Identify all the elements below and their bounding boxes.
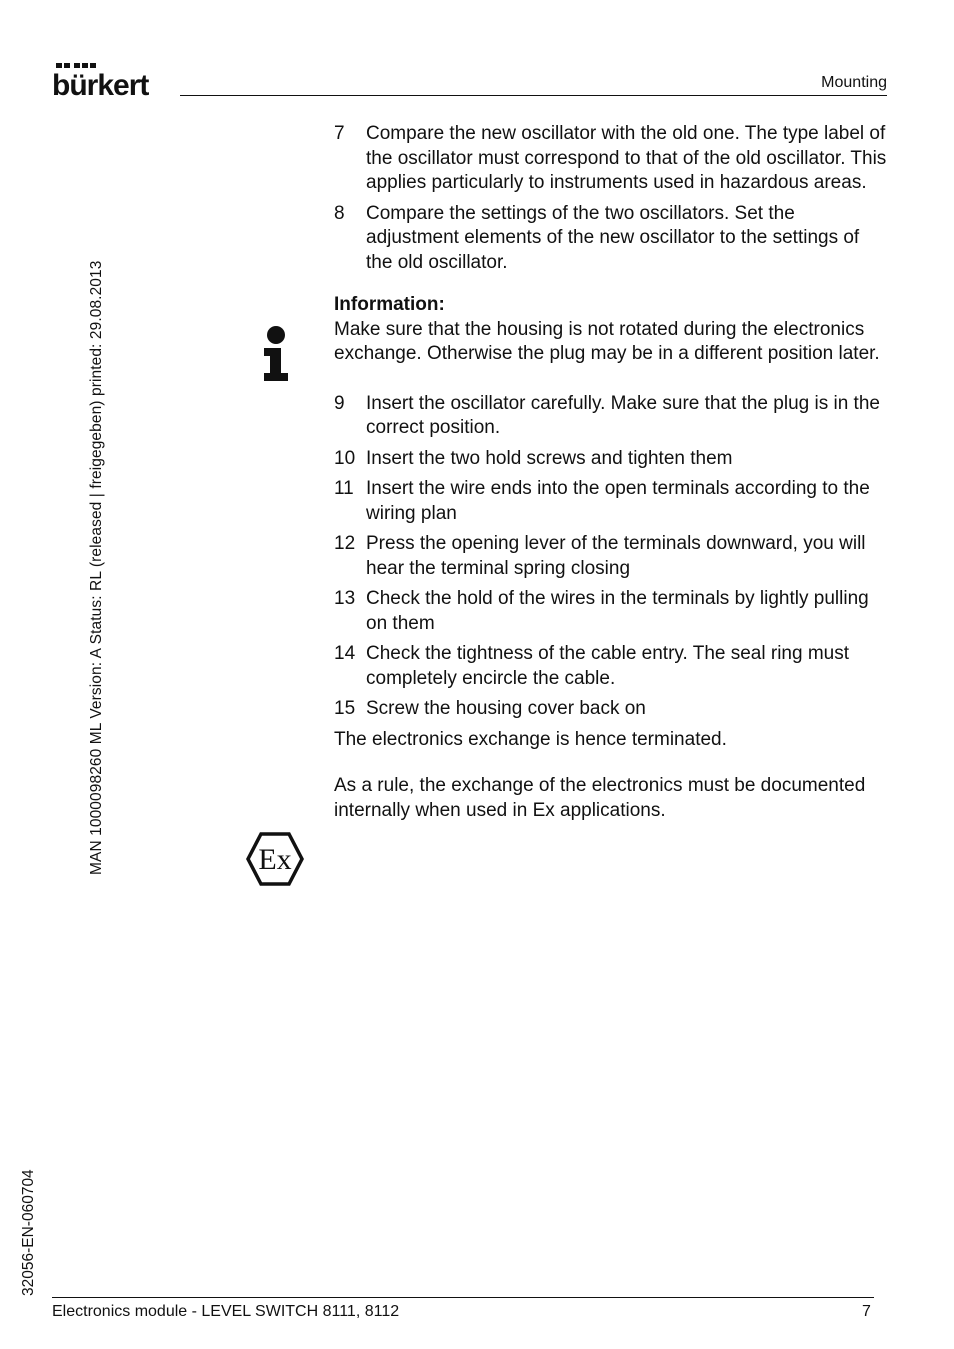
step-text: Insert the oscillator carefully. Make sure that the plug is in the correct position.: [366, 392, 880, 438]
step-number: 12: [334, 533, 356, 554]
step-text: Compare the settings of the two oscillators. Set the adjustment elements of the new oscillator to the settings of the old oscillator.: [366, 202, 860, 273]
closing-text: The electronics exchange is hence terminated.: [334, 728, 727, 750]
info-text: Make sure that the housing is not rotated during the electronics exchange. Otherwise the plug may be in a different position later.: [334, 318, 880, 364]
section-title: Mounting: [821, 74, 887, 91]
ex-hazard-icon: [246, 832, 304, 886]
steps-list-b: [334, 392, 890, 722]
header-rule: [180, 95, 887, 96]
list-item: [334, 477, 890, 526]
list-item: [334, 122, 890, 196]
footer-rule: [52, 1297, 874, 1298]
step-number: 7: [334, 123, 345, 144]
list-item: [334, 532, 890, 581]
step-text: Insert the two hold screws and tighten them: [366, 447, 733, 469]
step-number: 13: [334, 588, 356, 609]
document-meta: MAN 1000098260 ML Version: A Status: RL (released | freigegeben) printed: 29.08.2013: [88, 260, 105, 875]
logo-text: bürkert: [52, 69, 149, 98]
list-item: [334, 447, 890, 472]
list-item: [334, 392, 890, 441]
info-title: Information:: [334, 294, 445, 315]
steps-list-a: [334, 122, 890, 275]
ex-symbol: Ex: [258, 843, 292, 876]
step-number: 14: [334, 643, 356, 664]
step-number: 10: [334, 447, 356, 469]
document-id: 32056-EN-060704: [20, 1169, 37, 1296]
step-text: Check the hold of the wires in the terminals by lightly pulling on them: [366, 588, 869, 634]
main-content: [334, 122, 890, 823]
step-text: Check the tightness of the cable entry. The seal ring must completely encircle the cable.: [366, 643, 849, 689]
step-number: 15: [334, 698, 356, 719]
list-item: [334, 587, 890, 636]
footer-title: Electronics module - LEVEL SWITCH 8111, 8112: [52, 1303, 400, 1320]
step-number: 11: [334, 478, 354, 499]
step-text: Insert the wire ends into the open terminals according to the wiring plan: [366, 478, 870, 524]
burkert-logo: [52, 62, 170, 98]
list-item: [334, 202, 890, 276]
list-item: [334, 697, 890, 722]
step-text: Screw the housing cover back on: [366, 698, 646, 719]
step-text: Press the opening lever of the terminals downward, you will hear the terminal spring closing: [366, 533, 866, 579]
ex-note-text: As a rule, the exchange of the electronics must be documented internally when used in Ex applications.: [334, 775, 866, 821]
info-note: [334, 293, 890, 367]
step-number: 9: [334, 392, 345, 414]
step-number: 8: [334, 202, 345, 224]
info-icon: [260, 325, 292, 383]
list-item: [334, 642, 890, 691]
page-number: 7: [862, 1303, 871, 1320]
step-text: Compare the new oscillator with the old one. The type label of the oscillator must correspond to that of the old oscillator. This applies particularly to instruments used in hazardous areas.: [366, 123, 887, 193]
